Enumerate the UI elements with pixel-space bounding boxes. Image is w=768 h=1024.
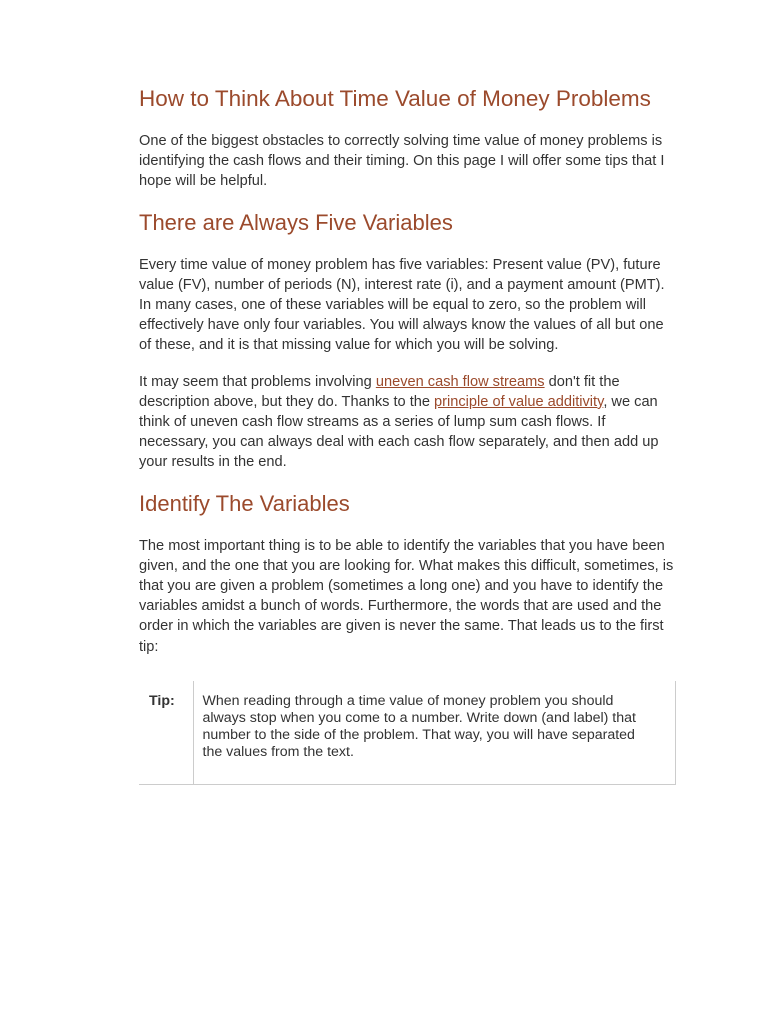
section-heading-five-variables: There are Always Five Variables	[139, 209, 453, 235]
tip-row	[139, 681, 676, 785]
uneven-cash-flow-streams-link[interactable]: uneven cash flow streams	[375, 373, 545, 390]
paragraph-text: , we can think of uneven cash flow streams as a series of lump sum cash flows. If necessary, you can always deal with each cash flow separately, and then add up your results in the end.	[139, 393, 659, 471]
five-variables-paragraph: Every time value of money problem has five variables: Present value (PV), future value (FV), number of periods (N), interest rate (i), and a payment amount (PMT). In many cases, one of these variables will be equal to zero, so the problem will effectively have only four variables. You will always know the values of all but one of these, and it is that missing value for which you will be solving.	[139, 256, 665, 354]
uneven-cash-flow-paragraph	[139, 372, 676, 473]
section-heading-identify-variables: Identify The Variables	[139, 490, 350, 516]
tip-box	[139, 681, 676, 786]
paragraph-text: don't fit the description above, but they do. Thanks to the	[139, 373, 620, 410]
identify-variables-paragraph: The most important thing is to be able to identify the variables that you have been given, and the one that you are looking for. What makes this difficult, sometimes, is that you are given a problem (sometimes a long one) and you have to identify the variables amidst a bunch of words. Furthermore, the words that are used and the order in which the variables are given is never the same. That leads us to the first tip:	[139, 537, 674, 655]
page-title: How to Think About Time Value of Money Problems	[139, 86, 651, 111]
principle-of-value-additivity-link[interactable]: principle of value additivity	[434, 393, 604, 410]
article	[139, 84, 676, 785]
tip-text: When reading through a time value of money problem you should always stop when you come to a number. Write down (and label) that number to the side of the problem. That way, you will have separated the values from the text.	[193, 681, 676, 785]
tip-label: Tip:	[139, 681, 193, 785]
intro-paragraph: One of the biggest obstacles to correctly solving time value of money problems is identifying the cash flows and their timing. On this page I will offer some tips that I hope will be helpful.	[139, 133, 665, 190]
paragraph-text: It may seem that problems involving	[139, 373, 376, 390]
